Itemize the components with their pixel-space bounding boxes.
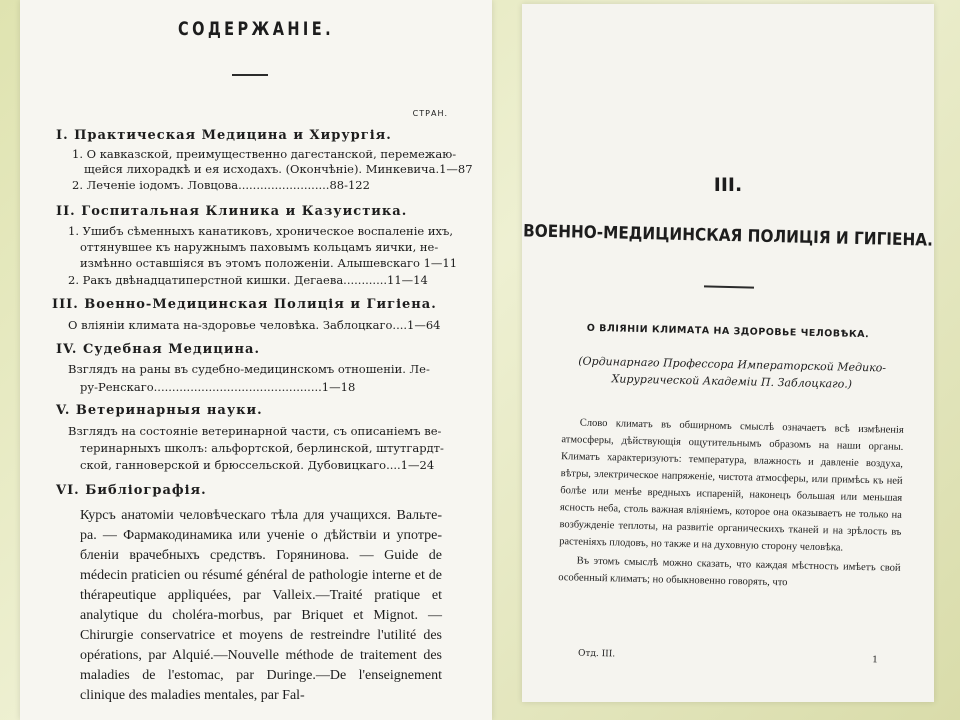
chapter-title: ВОЕННО-МЕДИЦИНСКАЯ ПОЛИЦІЯ И ГИГІЕНА.: [522, 221, 934, 251]
section-heading: II. Госпитальная Клиника и Казуистика.: [56, 204, 408, 219]
section-heading: VI. Библіографія.: [56, 483, 207, 498]
title-rule: [232, 74, 268, 76]
right-page: [522, 4, 934, 702]
page-number: 1: [872, 655, 879, 666]
article-title: О ВЛІЯНІИ КЛИМАТА НА ЗДОРОВЬЕ ЧЕЛОВѢКА.: [586, 322, 870, 341]
toc-entry: ской, ганноверской и брюссельской. Дубовицкаго....1—24: [80, 458, 435, 472]
footer-section: Отд. III.: [577, 648, 616, 660]
toc-entry: Взглядъ на состояніе ветеринарной части, съ описаніемъ ве-: [68, 424, 442, 438]
chapter-number: III.: [713, 174, 743, 196]
left-page: [20, 0, 492, 720]
page-title: СОДЕРЖАНІЕ.: [178, 18, 334, 40]
toc-entry: оттянувшее къ наружнымъ паховымъ кольцамъ яички, не-: [80, 240, 439, 254]
article-body: [558, 414, 904, 596]
toc-entry: теринарныхъ школъ: альфортской, берлинской, штутгардт-: [80, 441, 444, 455]
toc-entry: Взглядъ на раны въ судебно-медицинскомъ отношеніи. Ле-: [68, 362, 430, 376]
section-heading: IV. Судебная Медицина.: [56, 342, 260, 357]
page-footer: [578, 649, 878, 666]
chapter-rule: [704, 285, 754, 288]
toc-entry: ру-Ренскаго..............................................1—18: [80, 380, 356, 394]
bibliography-text: Курсъ анатоміи человѣческаго тѣла для учащихся. Вальте-ра. — Фармакодинамика или ученіе о дѣйствіи и употре-бленіи врачебныхъ средствъ. Горянинова. — Guide de médecin praticien ou résumé général de pathologie interne et de thérapeutique appliquées, par Valleix.—Traité pratique et analytique du choléra-morbus, par Briquet et Mignot. — Chirurgie conservatrice et moyens de restreindre l'utilité des opérations, par Alquié.—Nouvelle méthode de traitement des maladies de l'estomac, par Duringe.—De l'enseignement clinique des maladies mentales, par Fal-: [80, 508, 442, 703]
page-column-label: СТРАН.: [412, 109, 448, 118]
paragraph: Слово климатъ въ обширномъ смыслѣ означаетъ всѣ измѣненія атмосферы, дѣйствующія ощутительнымъ образомъ на наши органы. Климатъ характеризуютъ: температура, влажность и давленіе воздуха, вѣтры, электрическое напряженіе, чистота атмосферы, или примѣсь къ ней болѣе или менѣе вредныхъ испареній, наконецъ большая или меньшая ясность неба, столь важная вліяніемъ, которое она оказываетъ не только на возбужденіе теплоты, на развитіе органическихъ тканей и на зрѣлость въ растеніяхъ плодовъ, но также и на духовную сторону человѣка.: [559, 417, 904, 554]
section-heading: III. Военно-Медицинская Полиція и Гигіена.: [52, 297, 437, 312]
toc-entry: О вліяніи климата на-здоровье человѣка. Заблоцкаго....1—64: [68, 318, 441, 332]
paragraph: Въ этомъ смыслѣ можно сказать, что каждая мѣстность имѣетъ свой особенный климатъ; но обыкновенно говорять, что: [558, 555, 901, 589]
toc-entry: 2. Ракъ двѣнадцатиперстной кишки. Дегаева............11—14: [68, 273, 428, 287]
toc-entry: щейся лихорадкѣ и ея исходахъ. (Окончѣніе). Минкевича.1—87: [84, 162, 473, 176]
section-heading: I. Практическая Медицина и Хирургія.: [56, 128, 392, 143]
section-heading: V. Ветеринарныя науки.: [56, 403, 263, 418]
author-line: (Ординарнаго Профессора Императорской Медико-Хирургической Академіи П. Заблоцкаго.): [578, 354, 887, 391]
toc-entry: 2. Леченіе іодомъ. Ловцова.........................88-122: [72, 178, 370, 192]
toc-entry: измѣнно оставшіяся въ этомъ положеніи. Алышевскаго 1—11: [80, 256, 458, 270]
toc-entry: 1. Ушибъ сѣменныхъ канатиковъ, хроническое воспаленіе ихъ,: [68, 224, 453, 238]
toc-entry: 1. О кавказской, преимущественно дагестанской, перемежаю-: [72, 147, 457, 161]
